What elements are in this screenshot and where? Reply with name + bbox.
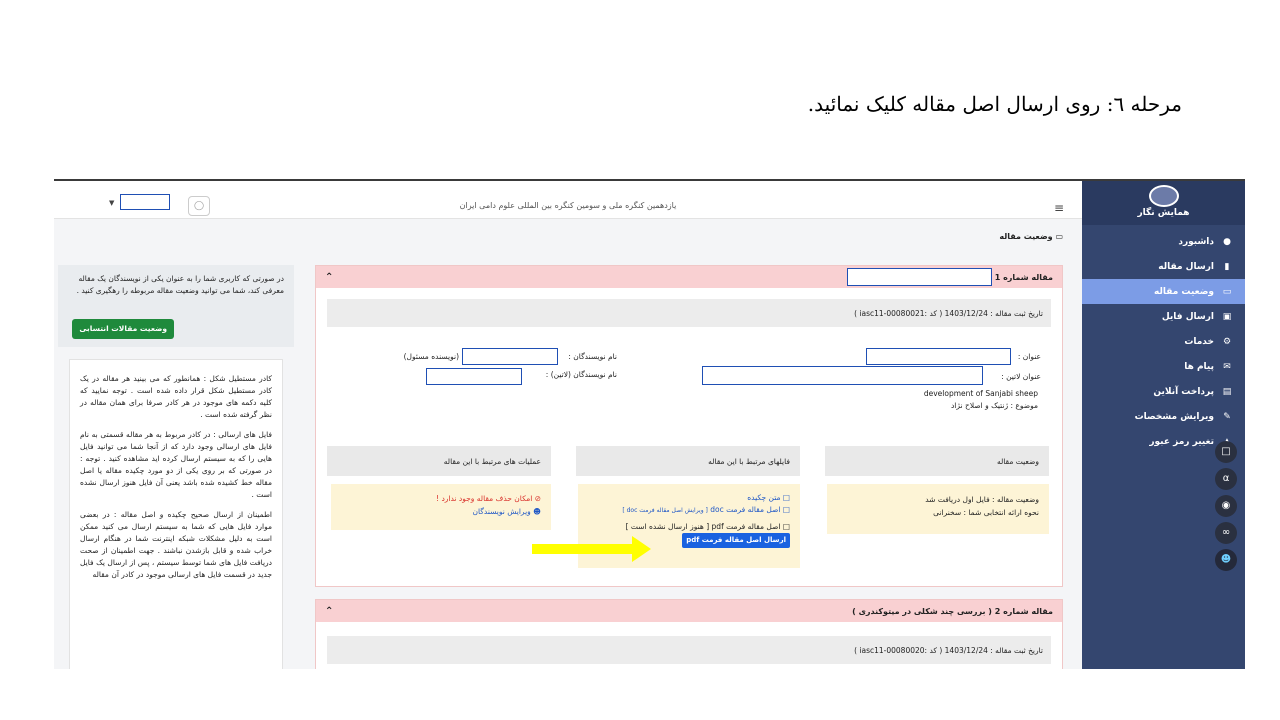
sidebar-item-label: ارسال فایل <box>1161 311 1214 322</box>
folder-open-icon: ▭ <box>1052 232 1063 241</box>
article-card-2 <box>315 599 1063 669</box>
highlight-arrow <box>532 535 652 563</box>
abstract-file-link[interactable]: □ متن چکیده <box>747 493 790 502</box>
user-menu[interactable] <box>120 194 170 210</box>
latin-authors-value-box <box>426 368 522 385</box>
registration-bar: تاریخ ثبت مقاله : 1403/12/24 ( کد :iasc11-00080020 ) <box>327 636 1051 664</box>
no-delete-notice: ⊘ امکان حذف مقاله وجود ندارد ! <box>436 494 541 503</box>
chevron-down-icon[interactable]: ▼ <box>109 199 115 207</box>
folder-icon: ▭ <box>1222 286 1232 297</box>
sidebar-item-edit-profile[interactable] <box>1082 404 1245 429</box>
sidebar-item-label: داشبورد <box>1178 236 1214 247</box>
ban-icon: ⊘ <box>532 494 541 503</box>
sidebar-item-label: پرداخت آنلاین <box>1153 386 1214 397</box>
chevron-up-icon[interactable]: ⌃ <box>325 271 334 283</box>
sidebar-item-dashboard[interactable] <box>1082 229 1245 254</box>
latin-title-label: عنوان لاتین : <box>1001 372 1041 381</box>
corresponding-author-note: (نویسنده مسئول) <box>403 352 459 361</box>
notice-text: در صورتی که کاربری شما را به عنوان یکی از نویسندگان یک مقاله معرفی کند، شما می توانید وضعیت مقاله مربوطه را رهگیری کنید . <box>76 274 284 295</box>
edit-doc-link[interactable]: [ ویرایش اصل مقاله فرمت doc ] <box>622 507 708 514</box>
article-card-header[interactable] <box>316 600 1062 622</box>
title-value-box <box>866 348 1011 365</box>
sidebar-item-send-article[interactable] <box>1082 254 1245 279</box>
users-icon: ☻ <box>530 507 541 516</box>
credit-card-icon: ▤ <box>1222 386 1232 397</box>
latin-title-value-box <box>702 366 983 385</box>
send-pdf-button[interactable]: ارسال اصل مقاله فرمت pdf <box>682 533 790 548</box>
operations-panel <box>331 484 551 530</box>
envelope-icon: ✉ <box>1223 361 1231 372</box>
avatar[interactable]: ◯ <box>188 196 210 216</box>
breadcrumb-label: وضعیت مقاله <box>999 232 1053 241</box>
sidebar <box>1082 181 1245 669</box>
status-column-header: وضعیت مقاله <box>825 446 1049 476</box>
sidebar-item-label: خدمات <box>1184 336 1214 347</box>
step-title: مرحله ٦: روی ارسال اصل مقاله کلیک نمائید. <box>807 92 1182 116</box>
conference-title: یازدهمین کنگره ملی و سومین کنگره بین المللی علوم دامی ایران <box>459 201 677 210</box>
sidebar-item-label: ارسال مقاله <box>1158 261 1214 272</box>
article-heading: مقاله شماره 1 <box>994 272 1053 282</box>
sidebar-item-label: ویرایش مشخصات <box>1134 411 1214 422</box>
assigned-articles-notice <box>58 265 294 347</box>
gears-icon: ⚙ <box>1222 336 1232 347</box>
latin-authors-label: نام نویسندگان (لاتین) : <box>545 370 617 379</box>
camera-icon[interactable]: ◉ <box>1215 495 1237 517</box>
status-panel <box>827 484 1049 534</box>
article-heading: مقاله شماره 2 ( بررسی چند شکلی در میتوکندری ) <box>852 606 1053 616</box>
authors-value-box <box>462 348 558 365</box>
title-label: عنوان : <box>1017 352 1041 361</box>
operations-column-header: عملیات های مرتبط با این مقاله <box>327 446 551 476</box>
authors-label: نام نویسندگان : <box>568 352 617 361</box>
sidebar-item-services[interactable] <box>1082 329 1245 354</box>
article-card-header[interactable] <box>316 266 1062 288</box>
status-line: وضعیت مقاله : فایل اول دریافت شد <box>925 495 1039 504</box>
sidebar-item-messages[interactable] <box>1082 354 1245 379</box>
pdf-file-row <box>588 520 790 533</box>
article-title-box <box>847 268 992 286</box>
bot-icon[interactable]: ☻ <box>1215 549 1237 571</box>
file-icon: □ <box>780 493 790 502</box>
subject: موضوع : ژنتیک و اصلاح نژاد <box>950 401 1038 410</box>
edit-icon: ✎ <box>1223 411 1231 422</box>
floating-toolbar <box>1211 441 1237 576</box>
chevron-up-icon[interactable]: ⌃ <box>325 605 334 617</box>
registration-bar: تاریخ ثبت مقاله : 1403/12/24 ( کد :iasc11-00080021 ) <box>327 299 1051 327</box>
logo <box>1082 181 1245 225</box>
article-card-1 <box>315 265 1063 587</box>
file-icon: □ <box>780 505 790 514</box>
sidebar-item-label: تغییر رمز عبور <box>1149 436 1214 447</box>
breadcrumb <box>999 232 1063 241</box>
sidebar-item-label: پیام ها <box>1184 361 1214 372</box>
files-column-header: فایلهای مرتبط با این مقاله <box>576 446 800 476</box>
book-icon[interactable]: □ <box>1215 441 1237 463</box>
file-icon: □ <box>780 522 790 531</box>
latin-title-tail: development of Sanjabi sheep <box>923 389 1038 398</box>
sidebar-item-online-payment[interactable] <box>1082 379 1245 404</box>
edit-authors-link[interactable]: ☻ ویرایش نویسندگان <box>472 507 541 516</box>
screenshot-frame <box>54 179 1245 669</box>
doc-file-link[interactable]: □ اصل مقاله فرمت doc [ ویرایش اصل مقاله فرمت doc ] <box>622 505 790 514</box>
help-guide <box>69 359 283 669</box>
sidebar-item-send-file[interactable] <box>1082 304 1245 329</box>
pdf-file-status: اصل مقاله فرمت pdf [ هنوز ارسال نشده است ] <box>625 522 781 531</box>
apps-icon[interactable]: ∞ <box>1215 522 1237 544</box>
guide-paragraph: اطمینان از ارسال صحیح چکیده و اصل مقاله : در بعضی موارد فایل هایی که شما به سیستم ارسال می کنید ممکن است به دلیل مشکلات شبکه اینترنت شما در هنگام ارسال خراب شده و قابل بازشدن نباشند . جهت اطمینان از صحت دریافت فایل های شما توسط سیستم ، پس از ارسال یک فایل جدید در قسمت فایل های ارسالی موجود در کادر آن مقاله <box>80 510 272 579</box>
guide-paragraph: کادر مستطیل شکل : همانطور که می بینید هر مقاله در یک کادر مستطیل شکل قرار داده شده است . توجه نمایید که کلیه دکمه های موجود در هر کادر صرفا برای همان مقاله در نظر گرفته شده است . <box>80 374 272 419</box>
guide-paragraph: فایل های ارسالی : در کادر مربوط به هر مقاله قسمتی به نام فایل های ارسالی وجود دارد که از آنجا شما می توانید فایل هایی را که به سیستم ارسال کرده اید مشاهده کنید . توجه : در صورتی که بر روی یکی از دو مورد چکیده مقاله یا اصل مقاله خط کشیده شده باشد یعنی آن فایل هنوز ارسال نشده است . <box>80 430 272 499</box>
logo-text: همایش نگار <box>1137 208 1190 218</box>
translate-icon[interactable]: α <box>1215 468 1237 490</box>
presentation-line: نحوه ارائه انتخابی شما : سخنرانی <box>933 508 1039 517</box>
menu-icon[interactable]: ≡ <box>1053 201 1064 215</box>
logo-icon <box>1149 185 1179 207</box>
sidebar-item-article-status[interactable] <box>1082 279 1245 304</box>
file-icon: ▮ <box>1224 261 1230 272</box>
upload-icon: ▣ <box>1222 311 1232 322</box>
assigned-articles-status-button[interactable]: وضعیت مقالات انتسابی <box>72 319 174 339</box>
top-bar <box>54 181 1082 219</box>
user-icon: ● <box>1223 236 1231 247</box>
sidebar-item-label: وضعیت مقاله <box>1154 286 1214 297</box>
